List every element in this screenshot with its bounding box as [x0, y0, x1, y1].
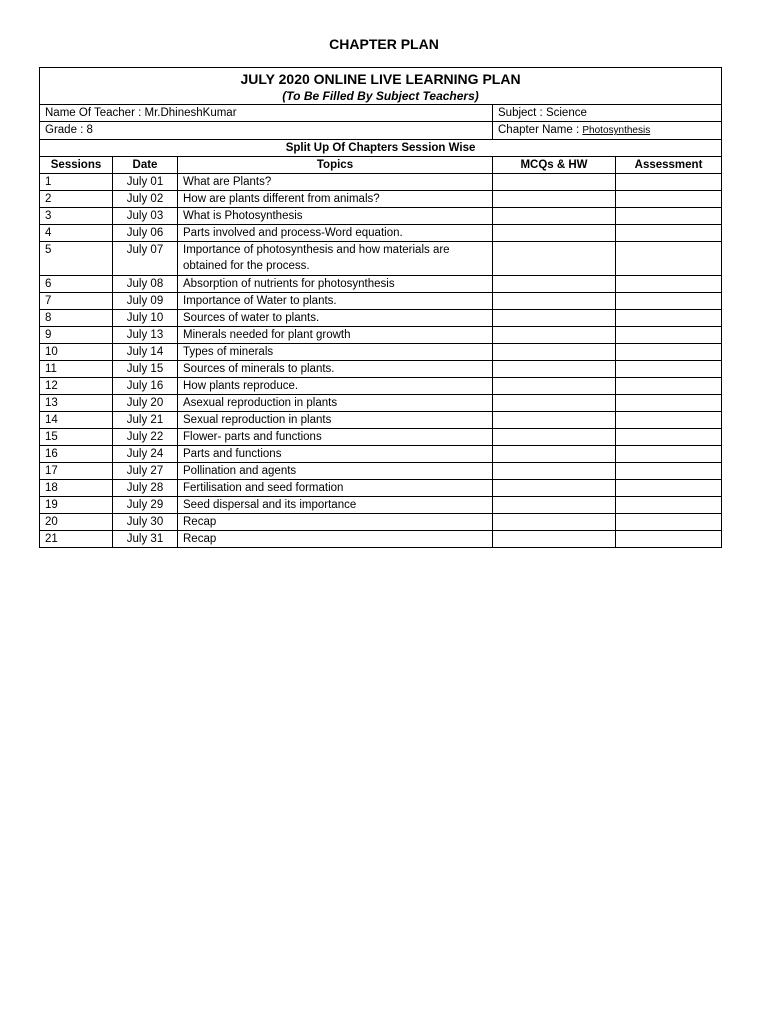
topic-cell: Parts involved and process-Word equation. [178, 225, 493, 242]
mcqs-hw-cell [493, 480, 616, 497]
mcqs-hw-cell [493, 412, 616, 429]
assessment-cell [616, 191, 722, 208]
session-number-cell: 14 [40, 412, 113, 429]
session-number-cell: 16 [40, 446, 113, 463]
session-number-cell: 10 [40, 344, 113, 361]
column-header-sessions: Sessions [40, 157, 113, 174]
date-cell: July 07 [113, 242, 178, 276]
topic-cell: Seed dispersal and its importance [178, 497, 493, 514]
table-row [40, 191, 722, 208]
date-cell: July 02 [113, 191, 178, 208]
column-header-topics: Topics [178, 157, 493, 174]
chapter-name-value: Photosynthesis [582, 125, 651, 136]
assessment-cell [616, 293, 722, 310]
mcqs-hw-cell [493, 208, 616, 225]
date-cell: July 09 [113, 293, 178, 310]
session-number-cell: 1 [40, 174, 113, 191]
table-row [40, 412, 722, 429]
grade: Grade : 8 [40, 122, 493, 140]
topic-cell: Fertilisation and seed formation [178, 480, 493, 497]
table-row [40, 514, 722, 531]
date-cell: July 30 [113, 514, 178, 531]
topic-cell: Parts and functions [178, 446, 493, 463]
chapter-plan-table [39, 67, 722, 548]
mcqs-hw-cell [493, 463, 616, 480]
topic-cell: What are Plants? [178, 174, 493, 191]
title-row [40, 68, 722, 105]
chapter-name-label: Chapter Name : [498, 124, 583, 136]
topic-cell: Pollination and agents [178, 463, 493, 480]
session-number-cell: 3 [40, 208, 113, 225]
session-number-cell: 18 [40, 480, 113, 497]
assessment-cell [616, 344, 722, 361]
assessment-cell [616, 514, 722, 531]
assessment-cell [616, 531, 722, 548]
mcqs-hw-cell [493, 174, 616, 191]
topic-cell: Types of minerals [178, 344, 493, 361]
column-header-mcqs-hw: MCQs & HW [493, 157, 616, 174]
plan-subtitle: (To Be Filled By Subject Teachers) [282, 89, 479, 103]
topic-cell: Recap [178, 531, 493, 548]
assessment-cell [616, 242, 722, 276]
column-header-date: Date [113, 157, 178, 174]
table-row [40, 327, 722, 344]
table-row [40, 497, 722, 514]
assessment-cell [616, 276, 722, 293]
session-number-cell: 12 [40, 378, 113, 395]
assessment-cell [616, 412, 722, 429]
date-cell: July 13 [113, 327, 178, 344]
session-number-cell: 7 [40, 293, 113, 310]
topic-cell: Absorption of nutrients for photosynthesis [178, 276, 493, 293]
topic-cell: Importance of Water to plants. [178, 293, 493, 310]
mcqs-hw-cell [493, 327, 616, 344]
mcqs-hw-cell [493, 446, 616, 463]
date-cell: July 14 [113, 344, 178, 361]
session-number-cell: 21 [40, 531, 113, 548]
topic-cell: Recap [178, 514, 493, 531]
topic-cell: Importance of photosynthesis and how materials are obtained for the process. [178, 242, 493, 276]
mcqs-hw-cell [493, 378, 616, 395]
mcqs-hw-cell [493, 344, 616, 361]
assessment-cell [616, 429, 722, 446]
assessment-cell [616, 327, 722, 344]
session-number-cell: 8 [40, 310, 113, 327]
table-row [40, 225, 722, 242]
table-row [40, 429, 722, 446]
date-cell: July 10 [113, 310, 178, 327]
plan-title: JULY 2020 ONLINE LIVE LEARNING PLAN [240, 71, 521, 87]
split-header-row [40, 140, 722, 157]
date-cell: July 15 [113, 361, 178, 378]
date-cell: July 21 [113, 412, 178, 429]
table-row [40, 361, 722, 378]
assessment-cell [616, 310, 722, 327]
date-cell: July 27 [113, 463, 178, 480]
assessment-cell [616, 361, 722, 378]
table-row [40, 395, 722, 412]
session-number-cell: 6 [40, 276, 113, 293]
session-number-cell: 4 [40, 225, 113, 242]
date-cell: July 31 [113, 531, 178, 548]
date-cell: July 28 [113, 480, 178, 497]
table-row [40, 174, 722, 191]
mcqs-hw-cell [493, 276, 616, 293]
mcqs-hw-cell [493, 225, 616, 242]
mcqs-hw-cell [493, 310, 616, 327]
topic-cell: Minerals needed for plant growth [178, 327, 493, 344]
table-row [40, 531, 722, 548]
subject: Subject : Science [493, 105, 722, 122]
session-number-cell: 9 [40, 327, 113, 344]
topic-cell: Sexual reproduction in plants [178, 412, 493, 429]
split-header: Split Up Of Chapters Session Wise [40, 140, 722, 157]
date-cell: July 22 [113, 429, 178, 446]
session-number-cell: 20 [40, 514, 113, 531]
date-cell: July 16 [113, 378, 178, 395]
assessment-cell [616, 463, 722, 480]
date-cell: July 06 [113, 225, 178, 242]
topic-cell: How are plants different from animals? [178, 191, 493, 208]
column-header-assessment: Assessment [616, 157, 722, 174]
mcqs-hw-cell [493, 395, 616, 412]
table-row [40, 378, 722, 395]
teacher-name: Name Of Teacher : Mr.DhineshKumar [40, 105, 493, 122]
topic-cell: Sources of minerals to plants. [178, 361, 493, 378]
session-number-cell: 5 [40, 242, 113, 276]
assessment-cell [616, 446, 722, 463]
mcqs-hw-cell [493, 531, 616, 548]
date-cell: July 20 [113, 395, 178, 412]
topic-cell: Flower- parts and functions [178, 429, 493, 446]
assessment-cell [616, 174, 722, 191]
assessment-cell [616, 378, 722, 395]
plan-table-body [40, 68, 722, 548]
date-cell: July 24 [113, 446, 178, 463]
assessment-cell [616, 208, 722, 225]
session-number-cell: 11 [40, 361, 113, 378]
session-number-cell: 13 [40, 395, 113, 412]
date-cell: July 03 [113, 208, 178, 225]
session-number-cell: 2 [40, 191, 113, 208]
chapter-name [493, 122, 722, 140]
session-number-cell: 17 [40, 463, 113, 480]
table-row [40, 344, 722, 361]
title-cell [40, 68, 722, 105]
table-row [40, 480, 722, 497]
mcqs-hw-cell [493, 191, 616, 208]
session-number-cell: 19 [40, 497, 113, 514]
assessment-cell [616, 395, 722, 412]
date-cell: July 01 [113, 174, 178, 191]
mcqs-hw-cell [493, 242, 616, 276]
teacher-row [40, 105, 722, 122]
topic-cell: Asexual reproduction in plants [178, 395, 493, 412]
mcqs-hw-cell [493, 514, 616, 531]
table-row [40, 293, 722, 310]
table-row [40, 276, 722, 293]
assessment-cell [616, 497, 722, 514]
mcqs-hw-cell [493, 361, 616, 378]
session-number-cell: 15 [40, 429, 113, 446]
mcqs-hw-cell [493, 429, 616, 446]
assessment-cell [616, 480, 722, 497]
table-row [40, 310, 722, 327]
topic-cell: What is Photosynthesis [178, 208, 493, 225]
table-row [40, 446, 722, 463]
mcqs-hw-cell [493, 293, 616, 310]
mcqs-hw-cell [493, 497, 616, 514]
topic-cell: How plants reproduce. [178, 378, 493, 395]
table-row [40, 242, 722, 276]
date-cell: July 29 [113, 497, 178, 514]
grade-row [40, 122, 722, 140]
assessment-cell [616, 225, 722, 242]
column-header-row [40, 157, 722, 174]
date-cell: July 08 [113, 276, 178, 293]
table-row [40, 463, 722, 480]
topic-cell: Sources of water to plants. [178, 310, 493, 327]
table-row [40, 208, 722, 225]
document-heading: CHAPTER PLAN [329, 36, 439, 52]
